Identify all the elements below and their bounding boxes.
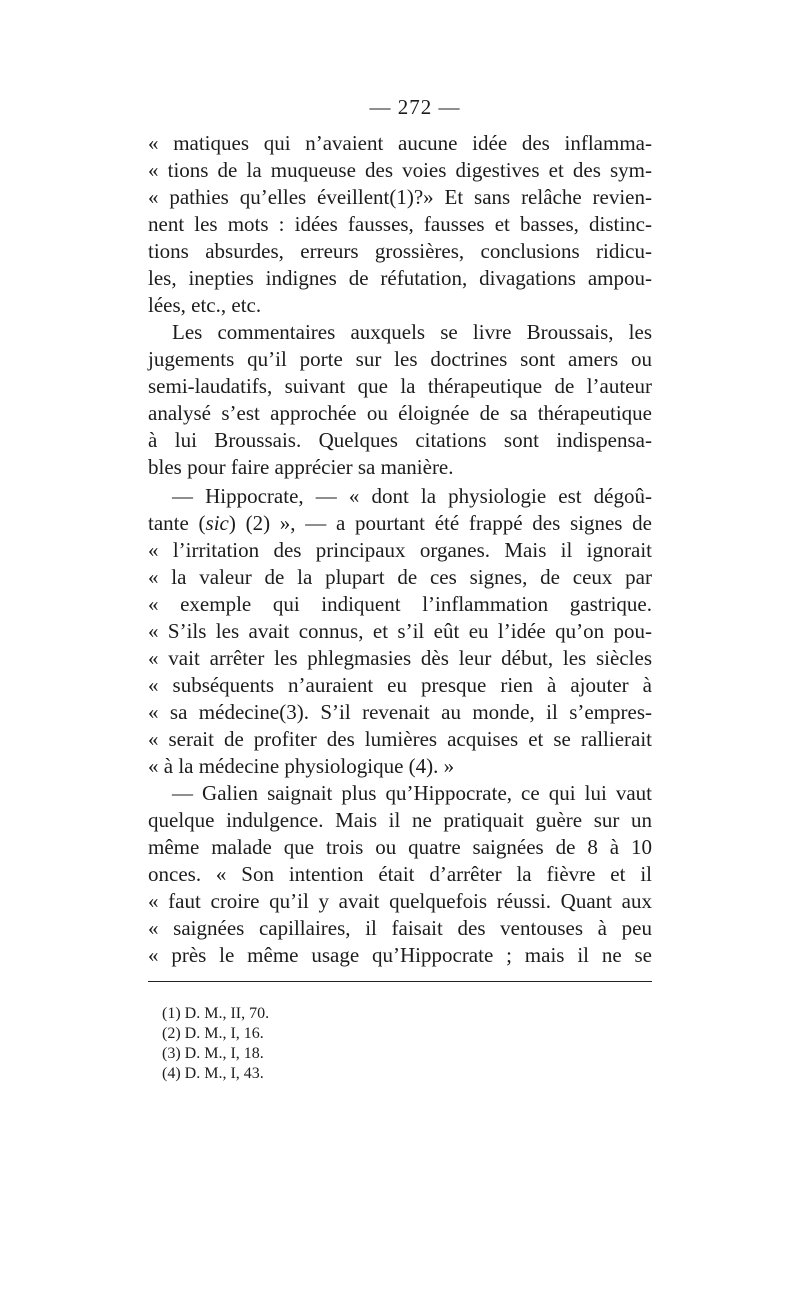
text-line: « près le même usage qu’Hippocrate ; mais il ne se: [148, 943, 652, 967]
text-line: jugements qu’il porte sur les doctrines sont amers ou: [148, 347, 652, 371]
text-line: « l’irritation des principaux organes. Mais il ignorait: [148, 538, 652, 562]
text-line: lées, etc., etc.: [148, 293, 262, 317]
text-line: à lui Broussais. Quelques citations sont indispensa-: [148, 428, 652, 452]
text-line: nent les mots : idées fausses, fausses et basses, distinc-: [148, 212, 652, 236]
text-line: « vait arrêter les phlegmasies dès leur début, les siècles: [148, 646, 652, 670]
text-line: — Galien saignait plus qu’Hippocrate, ce qui lui vaut: [172, 781, 652, 805]
footnote-divider: [148, 981, 652, 982]
text-line: « pathies qu’elles éveillent(1)?» Et sans relâche revien-: [148, 185, 652, 209]
text-line: « subséquents n’auraient eu presque rien à ajouter à: [148, 673, 652, 697]
text-line: « matiques qui n’avaient aucune idée des inflamma-: [148, 131, 652, 155]
text-line: — Hippocrate, — « dont la physiologie est dégoû-: [172, 484, 652, 508]
text-line: même malade que trois ou quatre saignées de 8 à 10: [148, 835, 652, 859]
text-line: « S’ils les avait connus, et s’il eût eu l’idée qu’on pou-: [148, 619, 652, 643]
text-line: « serait de profiter des lumières acquises et se rallierait: [148, 727, 652, 751]
text-line: « exemple qui indiquent l’inflammation gastrique.: [148, 592, 652, 616]
text-line: Les commentaires auxquels se livre Broussais, les: [172, 320, 652, 344]
text-line: semi-laudatifs, suivant que la thérapeutique de l’auteur: [148, 374, 652, 398]
text-line: les, inepties indignes de réfutation, divagations ampou-: [148, 266, 652, 290]
text-line: « sa médecine(3). S’il revenait au monde, il s’empres-: [148, 700, 652, 724]
footnotes: [148, 1004, 652, 1084]
text-line: analysé s’est approchée ou éloignée de sa thérapeutique: [148, 401, 652, 425]
book-page: [148, 92, 652, 1084]
page-number: — 272 —: [369, 95, 461, 119]
text-line: tions absurdes, erreurs grossières, conclusions ridicu-: [148, 239, 652, 263]
footnote: (1) D. M., II, 70.: [162, 1005, 270, 1022]
text-line: tante (sic) (2) », — a pourtant été frappé des signes de: [148, 511, 652, 535]
text-line: quelque indulgence. Mais il ne pratiquait guère sur un: [148, 808, 652, 832]
text-line: « la valeur de la plupart de ces signes, de ceux par: [148, 565, 652, 589]
text-line: bles pour faire apprécier sa manière.: [148, 455, 454, 479]
text-line: « faut croire qu’il y avait quelquefois réussi. Quant aux: [148, 889, 652, 913]
text-line: onces. « Son intention était d’arrêter la fièvre et il: [148, 862, 652, 886]
body-text: [148, 130, 652, 969]
text-line: « à la médecine physiologique (4). »: [148, 754, 455, 778]
text-line: « saignées capillaires, il faisait des ventouses à peu: [148, 916, 652, 940]
footnote: (4) D. M., I, 43.: [162, 1065, 264, 1082]
footnote: (3) D. M., I, 18.: [162, 1045, 264, 1062]
footnote: (2) D. M., I, 16.: [162, 1025, 264, 1042]
text-line: « tions de la muqueuse des voies digestives et des sym-: [148, 158, 652, 182]
